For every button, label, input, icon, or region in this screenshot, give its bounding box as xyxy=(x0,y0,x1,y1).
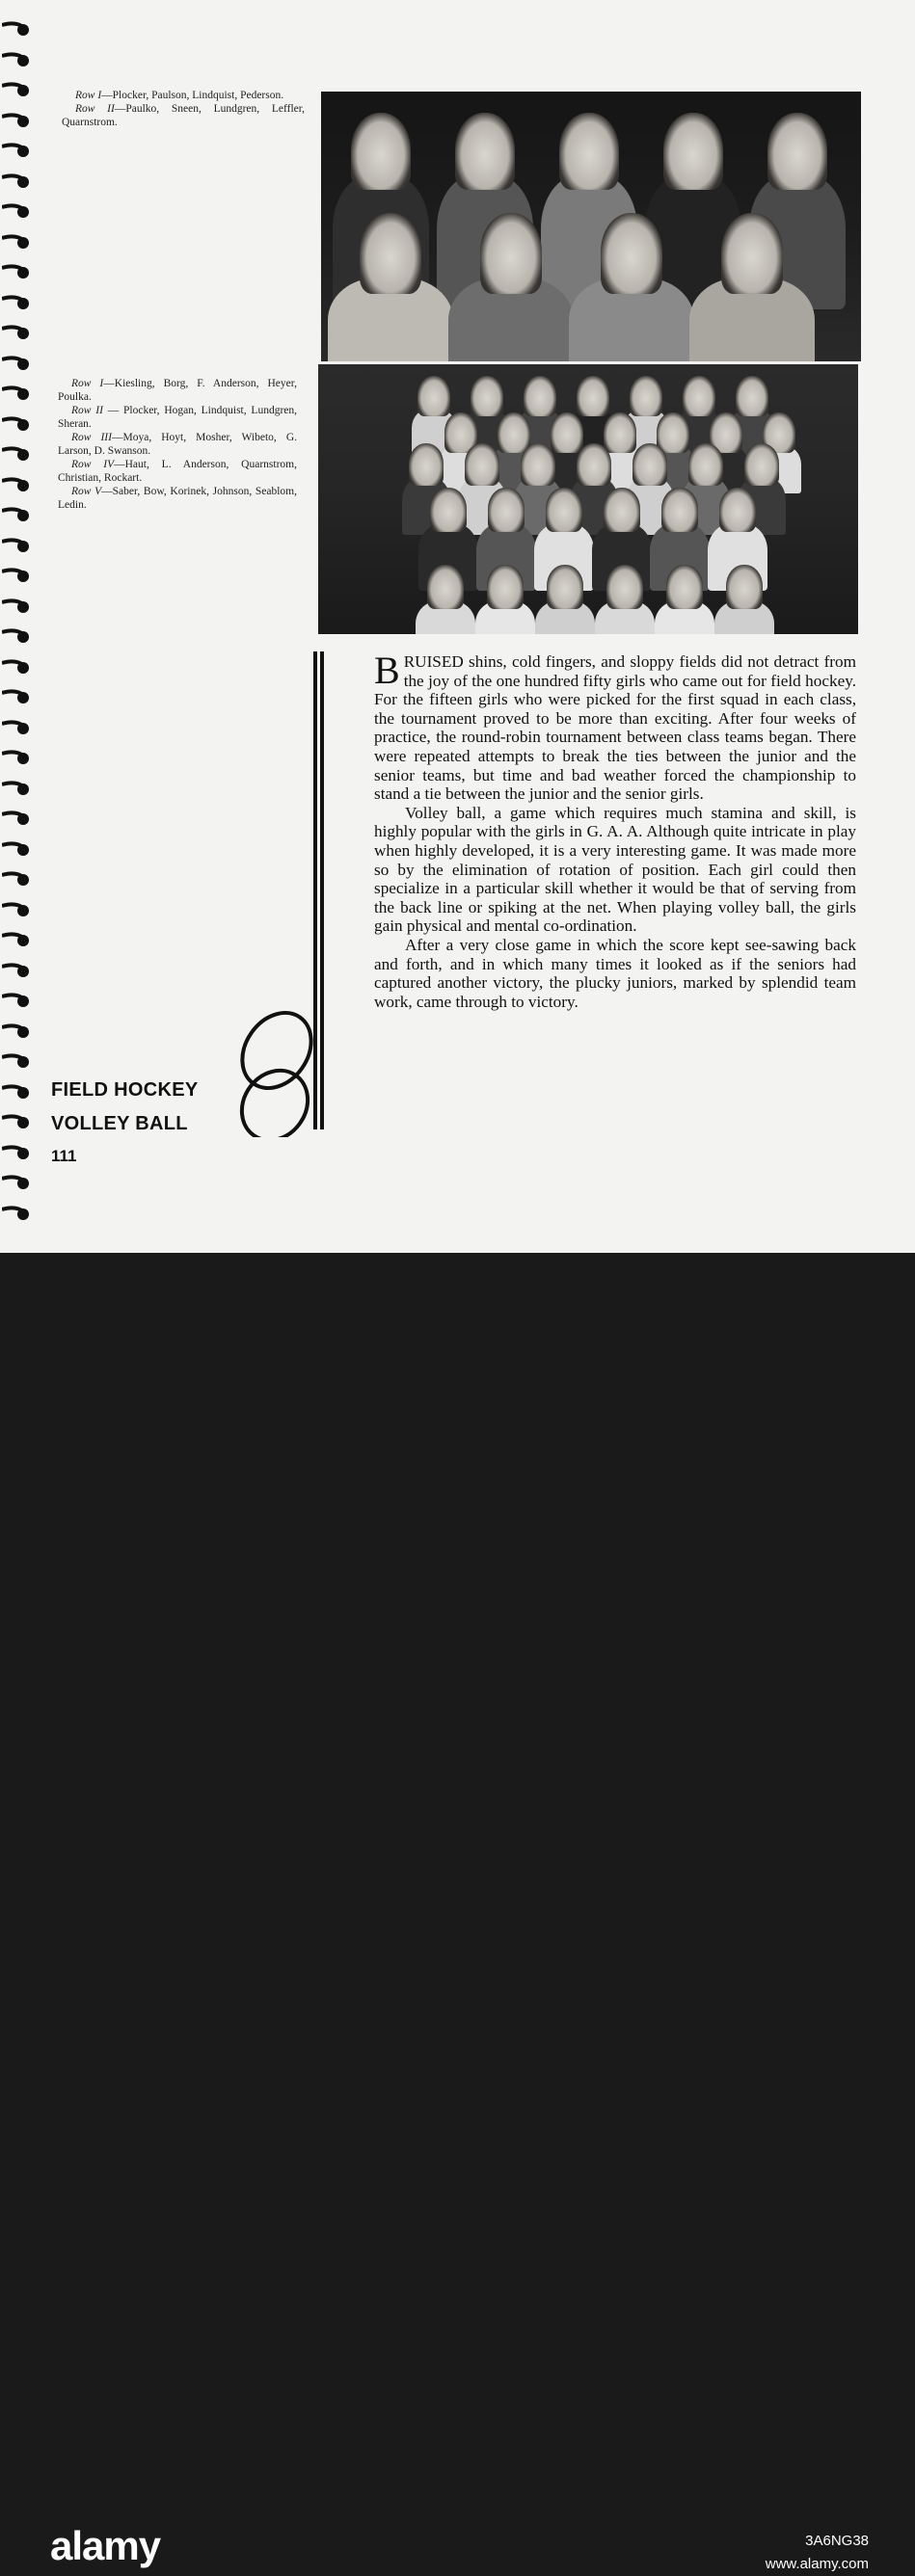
spiral-coil xyxy=(2,1143,31,1162)
figure-face xyxy=(606,565,643,609)
bottom-photo-caption xyxy=(58,377,297,512)
spiral-coil xyxy=(2,111,31,130)
spiral-coil xyxy=(2,141,31,160)
figure-face xyxy=(630,376,662,416)
figure-face xyxy=(577,376,609,416)
section-title-volley-ball: VOLLEY BALL xyxy=(51,1113,188,1134)
figure-face xyxy=(551,412,583,453)
drop-cap: B xyxy=(374,649,400,692)
spiral-coil xyxy=(2,1051,31,1071)
figure-face xyxy=(409,443,444,486)
figure-face xyxy=(604,412,636,453)
yearbook-page xyxy=(0,0,915,1253)
spiral-coil xyxy=(2,566,31,585)
spiral-coil xyxy=(2,1082,31,1102)
decorative-double-o-ornament xyxy=(236,1007,313,1137)
spiral-coil xyxy=(2,869,31,889)
figure-face xyxy=(657,412,689,453)
watermark-stock-info xyxy=(766,2530,869,2576)
figure-face xyxy=(688,443,723,486)
spiral-coil xyxy=(2,262,31,281)
spiral-coil xyxy=(2,1204,31,1223)
spiral-coil xyxy=(2,657,31,677)
figure-face xyxy=(577,443,611,486)
caption-row: Row IV—Haut, L. Anderson, Quarnstrom, Christian, Rockart. xyxy=(58,459,297,484)
figure-face xyxy=(498,412,530,453)
figure-face xyxy=(546,488,582,532)
spiral-coil xyxy=(2,1112,31,1131)
figure-face xyxy=(604,488,640,532)
section-title-field-hockey: FIELD HOCKEY xyxy=(51,1079,199,1101)
figure-face xyxy=(683,376,715,416)
figure-face xyxy=(767,113,827,190)
spiral-coil xyxy=(2,1173,31,1192)
figure-face xyxy=(524,376,556,416)
spiral-coil xyxy=(2,536,31,555)
spiral-coil xyxy=(2,809,31,828)
caption-row: Row II—Paulko, Sneen, Lundgren, Leffler, Quarnstrom. xyxy=(62,103,305,128)
caption-row: Row I—Kiesling, Borg, F. Anderson, Heyer, Poulka. xyxy=(58,378,298,403)
site-url: www.alamy.com xyxy=(765,2556,869,2572)
figure-face xyxy=(719,488,756,532)
spiral-coil xyxy=(2,597,31,616)
spiral-coil xyxy=(2,748,31,767)
article-paragraph: After a very close game in which the score kept see-sawing back and forth, and in which many times it looked as if the seniors had captured another victory, the plucky juniors, marked by splendid team work, came through to victory. xyxy=(374,935,856,1011)
spiral-coil xyxy=(2,718,31,737)
spiral-coil xyxy=(2,80,31,99)
image-id: 3A6NG38 xyxy=(805,2533,869,2549)
spiral-coil xyxy=(2,354,31,373)
spiral-coil xyxy=(2,50,31,69)
page-number: 111 xyxy=(51,1147,77,1165)
figure-face xyxy=(559,113,619,190)
figure-face xyxy=(744,443,779,486)
article-body xyxy=(374,649,856,1011)
spiral-coil xyxy=(2,839,31,859)
figure-face xyxy=(726,565,763,609)
vertical-rule xyxy=(313,651,317,1129)
spiral-coil xyxy=(2,323,31,342)
spiral-coil xyxy=(2,991,31,1010)
caption-row: Row II — Plocker, Hogan, Lindquist, Lundgren, Sheran. xyxy=(58,405,297,430)
spiral-coil xyxy=(2,687,31,706)
spiral-coil xyxy=(2,900,31,919)
figure-face xyxy=(663,113,723,190)
spiral-coil xyxy=(2,414,31,434)
figure-face xyxy=(351,113,411,190)
figure-face xyxy=(601,213,662,294)
figure-face xyxy=(547,565,583,609)
spiral-coil xyxy=(2,232,31,252)
caption-row: Row V—Saber, Bow, Korinek, Johnson, Seablom, Ledin. xyxy=(58,486,297,511)
top-photo-caption xyxy=(62,89,305,129)
watermark-brand: alamy xyxy=(50,2523,161,2568)
article-paragraph: BRUISED shins, cold fingers, and sloppy fields did not detract from the joy of the one hundred fifty girls who came out for field hockey. For the fifteen girls who were picked for the first squad in each class, the tournament proved to be more than exciting. After four weeks of practice, the round-robin tournament between class teams began. There were repeated attempts to break the ties between the junior and the senior teams, but time and bad weather forced the championship to stand a tie between the junior and the senior girls. xyxy=(374,649,856,804)
watermark-footer xyxy=(0,1253,915,2572)
figure-face xyxy=(721,213,783,294)
spiral-coil xyxy=(2,19,31,39)
figure-face xyxy=(417,376,450,416)
figure-face xyxy=(632,443,667,486)
spiral-coil xyxy=(2,961,31,980)
article-paragraph: Volley ball, a game which requires much stamina and skill, is highly popular with the girls in G. A. A. Although quite intricate in play when highly developed, it is a very interesting game. It was made more so by the elimination of rotation of position. Each girl could then specialize in a particular skill whether it would be that of serving from the back line or spiking at the net. When playing volley ball, the girls gain physical and mental co-ordination. xyxy=(374,803,856,936)
figure-face xyxy=(427,565,464,609)
figure-face xyxy=(360,213,421,294)
figure-face xyxy=(471,376,503,416)
figure-face xyxy=(430,488,467,532)
volley-ball-team-photo xyxy=(318,364,858,634)
figure-face xyxy=(521,443,555,486)
figure-face xyxy=(480,213,542,294)
spiral-coil xyxy=(2,444,31,464)
spiral-coil xyxy=(2,505,31,524)
figure-face xyxy=(455,113,515,190)
spiral-coil xyxy=(2,201,31,221)
spiral-binding xyxy=(0,19,39,1234)
figure-face xyxy=(465,443,499,486)
spiral-coil xyxy=(2,384,31,403)
spiral-coil xyxy=(2,1022,31,1041)
figure-face xyxy=(661,488,698,532)
figure-face xyxy=(487,565,524,609)
vertical-rule xyxy=(320,651,324,1129)
spiral-coil xyxy=(2,475,31,494)
caption-row: Row I—Plocker, Paulson, Lindquist, Pederson. xyxy=(75,90,284,101)
spiral-coil xyxy=(2,779,31,798)
spiral-coil xyxy=(2,293,31,312)
figure-face xyxy=(736,376,768,416)
field-hockey-team-photo xyxy=(321,92,861,361)
spiral-coil xyxy=(2,626,31,646)
figure-face xyxy=(488,488,525,532)
spiral-coil xyxy=(2,930,31,949)
spiral-coil xyxy=(2,172,31,191)
figure-face xyxy=(666,565,703,609)
caption-row: Row III—Moya, Hoyt, Mosher, Wibeto, G. Larson, D. Swanson. xyxy=(58,432,297,457)
